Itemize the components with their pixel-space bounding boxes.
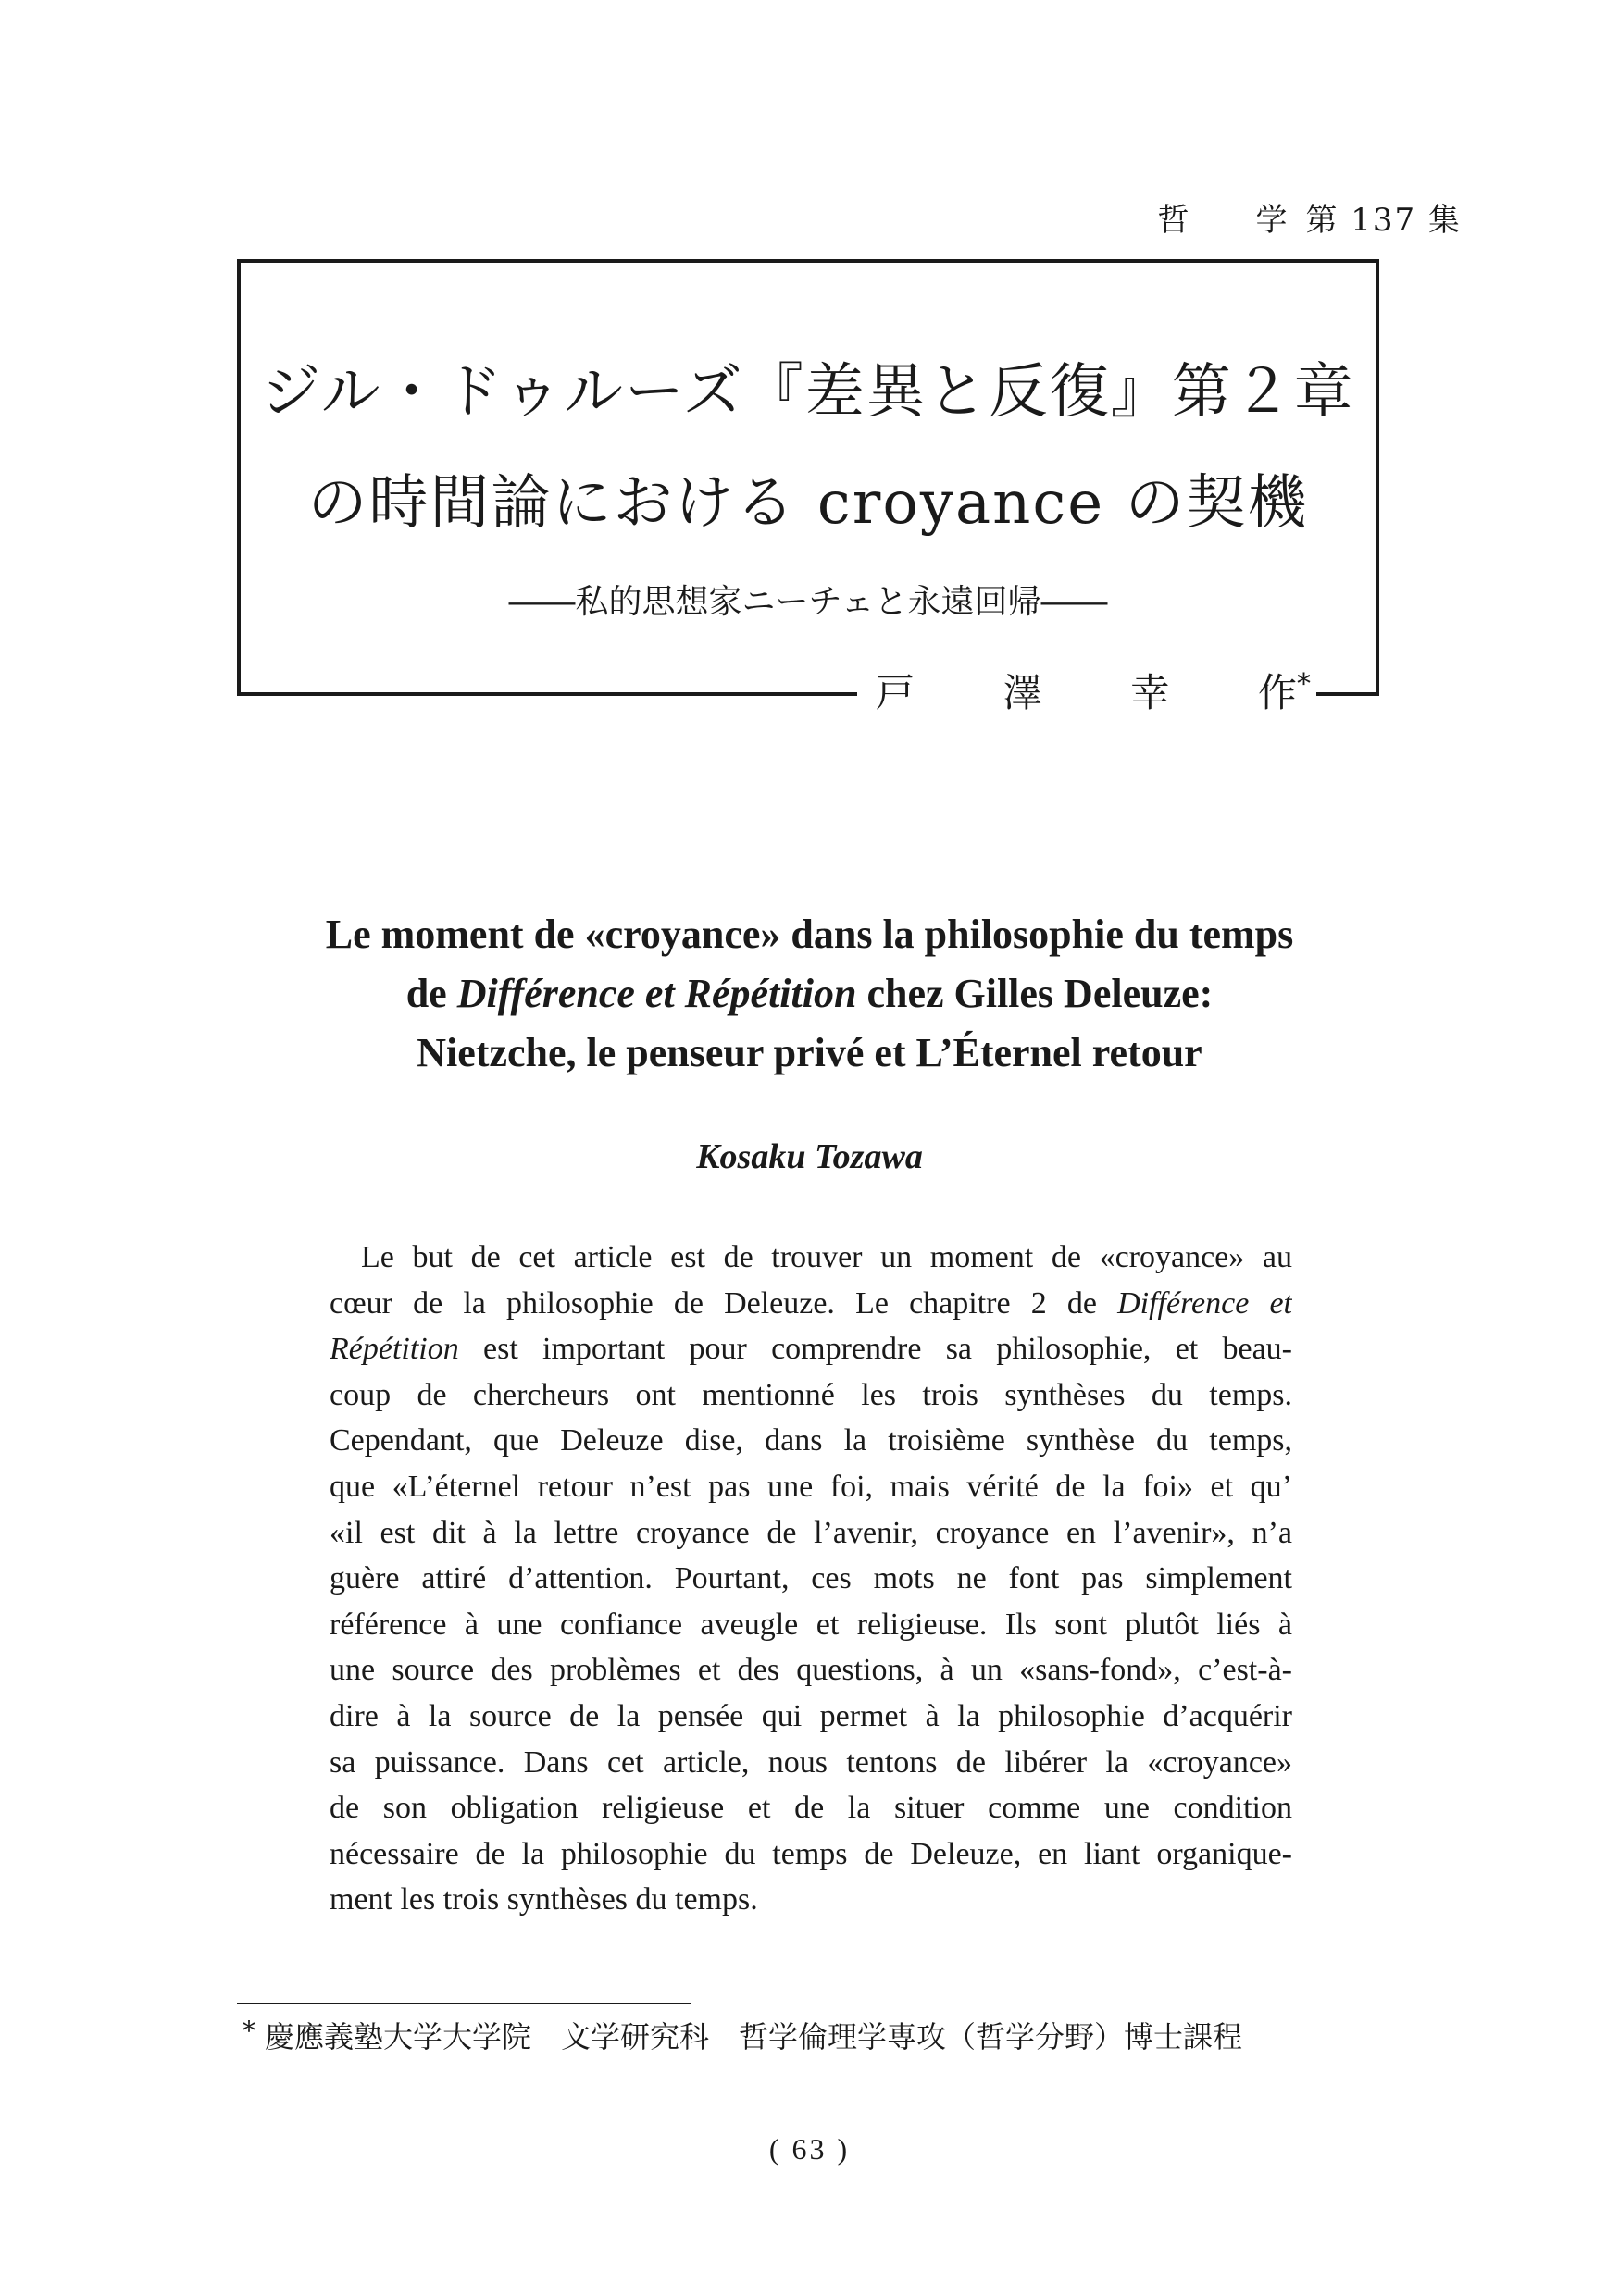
french-title [0,905,1619,1083]
page-number: ( 63 ) [768,2132,851,2166]
abstract-line: coup de chercheurs ont mentionné les trois synthèses du temps. [330,1377,1292,1412]
abstract [330,1235,1292,1923]
footnote-mark: * [243,2016,255,2046]
footnote [243,2014,1242,2056]
abstract-book-title-b: Répétition [330,1332,459,1367]
journal-volume: 第 137 集 [1305,202,1462,239]
abstract-line: Cependant, que Deleuze dise, dans la troisième synthèse du temps, [330,1423,1292,1458]
author-char-4-with-mark [1258,663,1311,718]
abstract-line: ment les trois synthèses du temps. [330,1882,758,1917]
japanese-title-line-2: の時間論における croyance の契機 [307,469,1309,538]
abstract-line [330,1326,1292,1372]
french-title-line-2 [0,964,1619,1024]
abstract-line-2-pre: cœur de la philosophie de Deleuze. Le chapitre 2 de [330,1285,1118,1321]
abstract-line: «il est dit à la lettre croyance de l’avenir, croyance en l’avenir», n’a [330,1515,1292,1550]
abstract-line: guère attiré d’attention. Pourtant, ces mots ne font pas simplement [330,1561,1292,1596]
abstract-line: que «L’éternel retour n’est pas une foi, mais vérité de la foi» et qu’ [330,1469,1292,1504]
author-footnote-mark: * [1296,668,1311,701]
footnote-text: 慶應義塾大学大学院 文学研究科 哲学倫理学専攻（哲学分野）博士課程 [265,2019,1243,2054]
abstract-line-3-post: est important pour comprendre sa philosophie, et beau- [458,1332,1292,1367]
abstract-line: une source des problèmes et des questions, à un «sans-fond», c’est-à- [330,1653,1292,1688]
abstract-line: sa puissance. Dans cet article, nous tentons de libérer la «croyance» [330,1744,1292,1780]
french-title-line-2-post: chez Gilles Deleuze: [856,971,1214,1016]
abstract-line: de son obligation religieuse et de la situer comme une condition [330,1791,1292,1826]
french-title-line-3: Nietzche, le penseur privé et L’Éternel retour [417,1030,1202,1075]
french-title-book: Différence et Répétition [456,971,857,1016]
author-char-2: 澤 [1003,670,1042,715]
french-author: Kosaku Tozawa [696,1137,923,1176]
box-rule-right [1305,692,1379,696]
footnote-rule [237,2003,691,2004]
journal-name-b: 学 [1255,202,1289,239]
box-rule-left [237,692,857,696]
french-title-line-2-pre: de [405,971,457,1016]
japanese-title-box [237,259,1379,715]
journal-name-a: 哲 [1157,202,1191,239]
journal-header [1157,194,1462,240]
abstract-line [330,1281,1292,1327]
abstract-line: référence à une confiance aveugle et religieuse. Ils sont plutôt liés à [330,1607,1292,1642]
japanese-subtitle: ――私的思想家ニーチェと永遠回帰―― [508,583,1108,621]
french-title-line-1: Le moment de «croyance» dans la philosophie du temps [325,912,1294,957]
abstract-line: Le but de cet article est de trouver un moment de «croyance» au [361,1240,1292,1274]
author-char-3: 幸 [1130,670,1170,715]
abstract-book-title-a: Différence et [1117,1285,1292,1321]
author-char-4: 作 [1257,670,1297,715]
japanese-title-line-1: ジル・ドゥルーズ『差異と反復』第２章 [261,358,1355,427]
author-char-1: 戸 [876,670,915,715]
abstract-line: nécessaire de la philosophie du temps de Deleuze, en liant organique- [330,1836,1292,1871]
abstract-line: dire à la source de la pensée qui permet à la philosophie d’acquérir [330,1698,1292,1733]
japanese-author [870,663,1316,718]
